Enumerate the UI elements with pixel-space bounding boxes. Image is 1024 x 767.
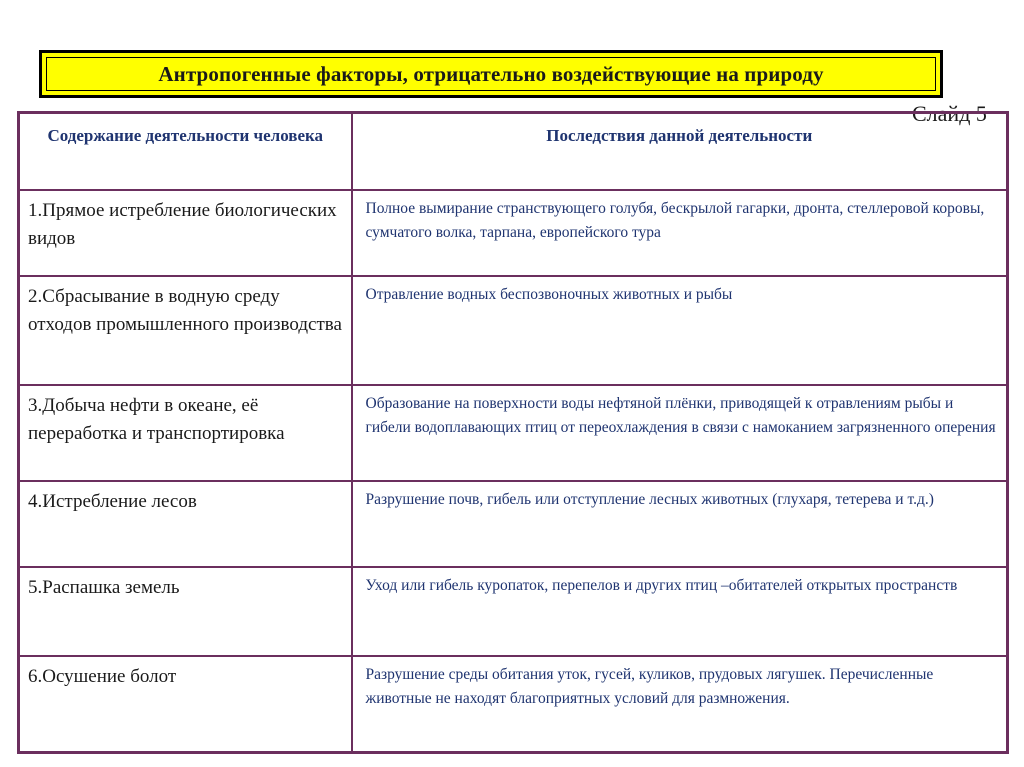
consequence-text: Образование на поверхности воды нефтяной плёнки, приводящей к отравлениям рыбы и гибели водоплавающих птиц от переохлаждения в связи с намоканием загрязненного оперения [365,394,996,436]
consequence-cell [352,385,1008,481]
consequence-text: Разрушение почв, гибель или отступление лесных животных (глухаря, тетерева и т.д.) [365,490,934,508]
table-row [19,385,1008,481]
activity-text: 6.Осушение болот [28,665,177,687]
activity-text: 4.Истребление лесов [28,490,197,512]
consequence-cell [352,276,1008,385]
table-row [19,481,1008,567]
consequence-text: Уход или гибель куропаток, перепелов и других птиц –обитателей открытых пространств [365,576,958,594]
table-row [19,656,1008,753]
table-row [19,567,1008,656]
header-activity: Содержание деятельности человека [47,126,324,145]
activity-cell [19,276,352,385]
consequence-cell [352,656,1008,753]
header-consequence: Последствия данной деятельности [546,126,813,145]
activity-cell [19,190,352,276]
header-consequence-cell [352,113,1008,190]
activity-cell [19,481,352,567]
consequence-text: Отравление водных беспозвоночных животных и рыбы [365,285,733,303]
page-title: Антропогенные факторы, отрицательно воздействующие на природу [158,61,824,86]
consequence-cell [352,481,1008,567]
table-header-row [19,113,1008,190]
consequence-cell [352,190,1008,276]
activity-text: 2.Сбрасывание в водную среду отходов промышленного производства [28,285,342,335]
table-row [19,276,1008,385]
activity-cell [19,656,352,753]
consequence-cell [352,567,1008,656]
activity-cell [19,385,352,481]
slide-number-label: Слайд 5 [912,101,987,126]
activity-text: 5.Распашка земель [28,576,180,598]
activity-cell [19,567,352,656]
table-row [19,190,1008,276]
header-activity-cell [19,113,352,190]
activity-text: 3.Добыча нефти в океане, её переработка и транспортировка [28,394,285,444]
title-banner [39,50,943,98]
consequence-text: Разрушение среды обитания уток, гусей, куликов, прудовых лягушек. Перечисленные животные не находят благоприятных условий для размножения. [365,665,934,707]
consequence-text: Полное вымирание странствующего голубя, бескрылой гагарки, дронта, стеллеровой коровы, сумчатого волка, тарпана, европейского тура [365,199,985,241]
activity-text: 1.Прямое истребление биологических видов [28,199,337,249]
factors-table [17,111,1009,754]
